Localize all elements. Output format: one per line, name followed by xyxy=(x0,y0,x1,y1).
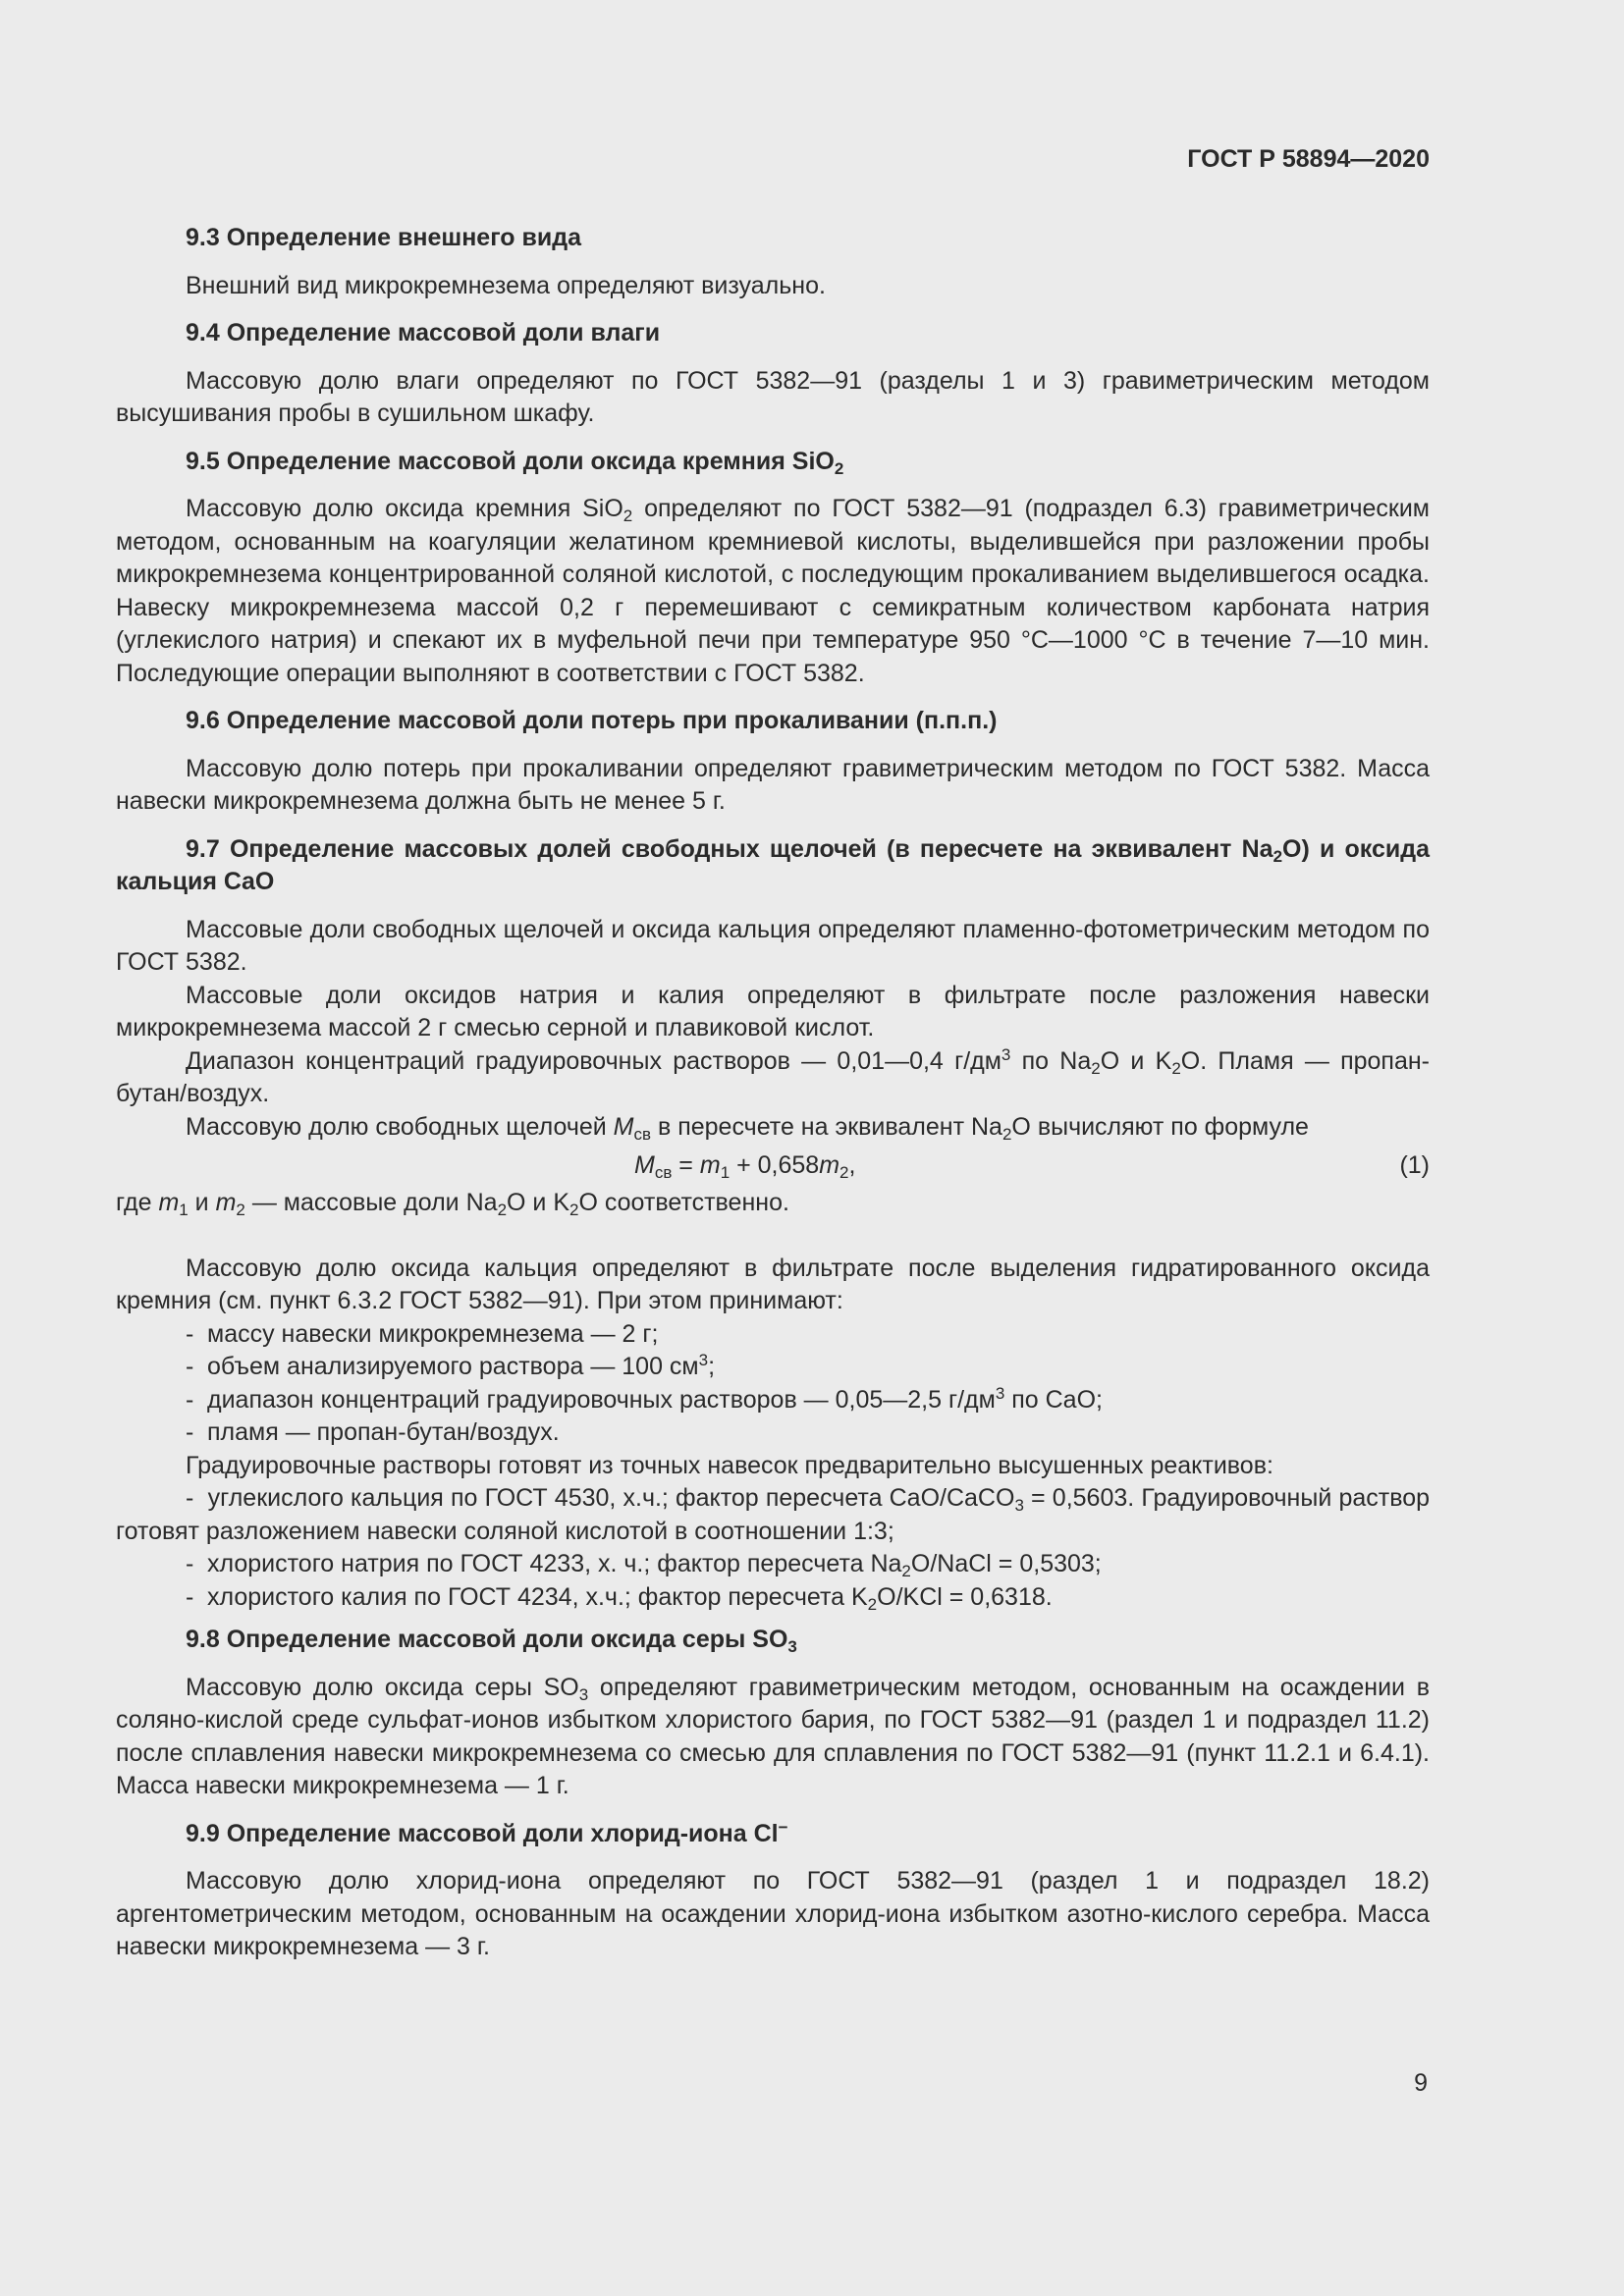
formula-1 xyxy=(116,1144,1430,1187)
section-heading-9-6: 9.6 Определение массовой доли потерь при прокаливании (п.п.п.) xyxy=(186,707,998,734)
paragraph: Внешний вид микрокремнезема определяют визуально. xyxy=(186,271,826,299)
page-content xyxy=(116,222,1430,1964)
paragraph: Массовую долю влаги определяют по ГОСТ 5382—91 (разделы 1 и 3) гравиметрическим методом высушивания пробы в сушильном шкафу. xyxy=(116,366,1430,427)
paragraph: Массовую долю потерь при прокаливании определяют гравиметрическим методом по ГОСТ 5382. Масса навески микрокремнезема должна быть не менее 5 г. xyxy=(116,754,1430,815)
list-item: - массу навески микрокремнезема — 2 г; xyxy=(186,1319,659,1348)
formula-number: (1) xyxy=(1399,1151,1430,1179)
section-heading-9-3: 9.3 Определение внешнего вида xyxy=(186,224,582,251)
formula-explanation: где $m_1$ и $m_2$ — массовые доли $Na_2O$ и $K_2O$ соответственно. xyxy=(116,1189,789,1219)
list-item: - хлористого калия по ГОСТ 4234, х.ч.; фактор пересчета $K_2O$/KCl = 0,6318. xyxy=(186,1582,1053,1614)
section-heading-9-9: 9.9 Определение массовой доли хлорид-иона Cl− xyxy=(186,1817,788,1847)
paragraph: Массовые доли оксидов натрия и калия определяют в фильтрате после разложения навески микрокремнезема массой 2 г смесью серной и плавиковой кислот. xyxy=(116,981,1430,1041)
section-heading-9-4: 9.4 Определение массовой доли влаги xyxy=(186,319,661,347)
section-heading-9-5: 9.5 Определение массовой доли оксида кремния SiO$_2$ xyxy=(186,447,844,478)
paragraph: Диапазон концентраций градуировочных растворов — 0,01—0,4 $г/дм^3$ по $Na_2O$ и $K_2O$. Пламя — пропан-бутан/воздух. xyxy=(116,1044,1431,1107)
paragraph: Массовую долю оксида кальция определяют в фильтрате после выделения гидратированного оксида кремния (см. пункт 6.3.2 ГОСТ 5382—91). При этом принимают: xyxy=(116,1254,1430,1314)
document-header: ГОСТ Р 58894—2020 xyxy=(1187,145,1430,173)
paragraph: Массовую долю оксида серы $SO_3$ определяют гравиметрическим методом, основанным на осаждении в соляно-кислой среде сульфат-ионов избытком хлористого бария, по ГОСТ 5382—91 (раздел 1 и подраздел 11.2) после сплавления навески микрокремнезема со смесью для сплавления по ГОСТ 5382—91 (пункт 11.2.1 и 6.4.1). Масса навески микрокремнезема — 1 г. xyxy=(116,1673,1430,1799)
paragraph: Массовую долю оксида кремния SiO$_2$ определяют по ГОСТ 5382—91 (подраздел 6.3) гравиметрическим методом, основанным на коагуляции желатином кремниевой кислоты, выделившейся при разложении пробы микрокремнезема концентрированной соляной кислотой, с последующим прокаливанием выделившегося осадка. Навеску микрокремнезема массой 0,2 г перемешивают с семикратным количеством карбоната натрия (углекислого натрия) и спекают их в муфельной печи при температуре 950 °С—1000 °С в течение 7—10 мин. Последующие операции выполняют в соответствии с ГОСТ 5382. xyxy=(116,495,1430,687)
list-item: - объем анализируемого раствора — 100 $см^3$; xyxy=(186,1351,716,1380)
section-heading-9-7: 9.7 Определение массовых долей свободных щелочей (в пересчете на эквивалент $Na_2O$) и оксида кальция CaO xyxy=(116,834,1431,895)
list-item: - диапазон концентраций градуировочных растворов — 0,05—2,5 $г/дм^3$ по CaO; xyxy=(186,1383,1103,1414)
page-number: 9 xyxy=(1414,2069,1428,2097)
paragraph: Массовые доли свободных щелочей и оксида кальция определяют пламенно-фотометрическим методом по ГОСТ 5382. xyxy=(116,915,1430,976)
paragraph: Градуировочные растворы готовят из точных навесок предварительно высушенных реактивов: xyxy=(186,1451,1273,1479)
paragraph: Массовую долю хлорид-иона определяют по ГОСТ 5382—91 (раздел 1 и подраздел 18.2) аргентометрическим методом, основанным на осаждении хлорид-иона избытком азотно-кислого серебра. Масса навески микрокремнезема — 3 г. xyxy=(116,1867,1430,1960)
section-heading-9-8: 9.8 Определение массовой доли оксида серы $SO_3$ xyxy=(186,1626,797,1656)
list-item: - углекислого кальция по ГОСТ 4530, х.ч.; фактор пересчета CaO/CaCO$_3$ = 0,5603. Градуировочный раствор готовят разложением навески соляной кислотой в соотношении 1:3; xyxy=(116,1484,1431,1545)
formula-expression: $M_{св} = m_1 + 0,658m_2$, xyxy=(634,1151,856,1182)
paragraph: Массовую долю свободных щелочей $M_{св}$ в пересчете на эквивалент $Na_2O$ вычисляют по формуле xyxy=(186,1112,1309,1144)
list-item: - хлористого натрия по ГОСТ 4233, х. ч.; фактор пересчета $Na_2O$/NaCl = 0,5303; xyxy=(186,1550,1102,1580)
list-item: - пламя — пропан-бутан/воздух. xyxy=(186,1418,560,1446)
